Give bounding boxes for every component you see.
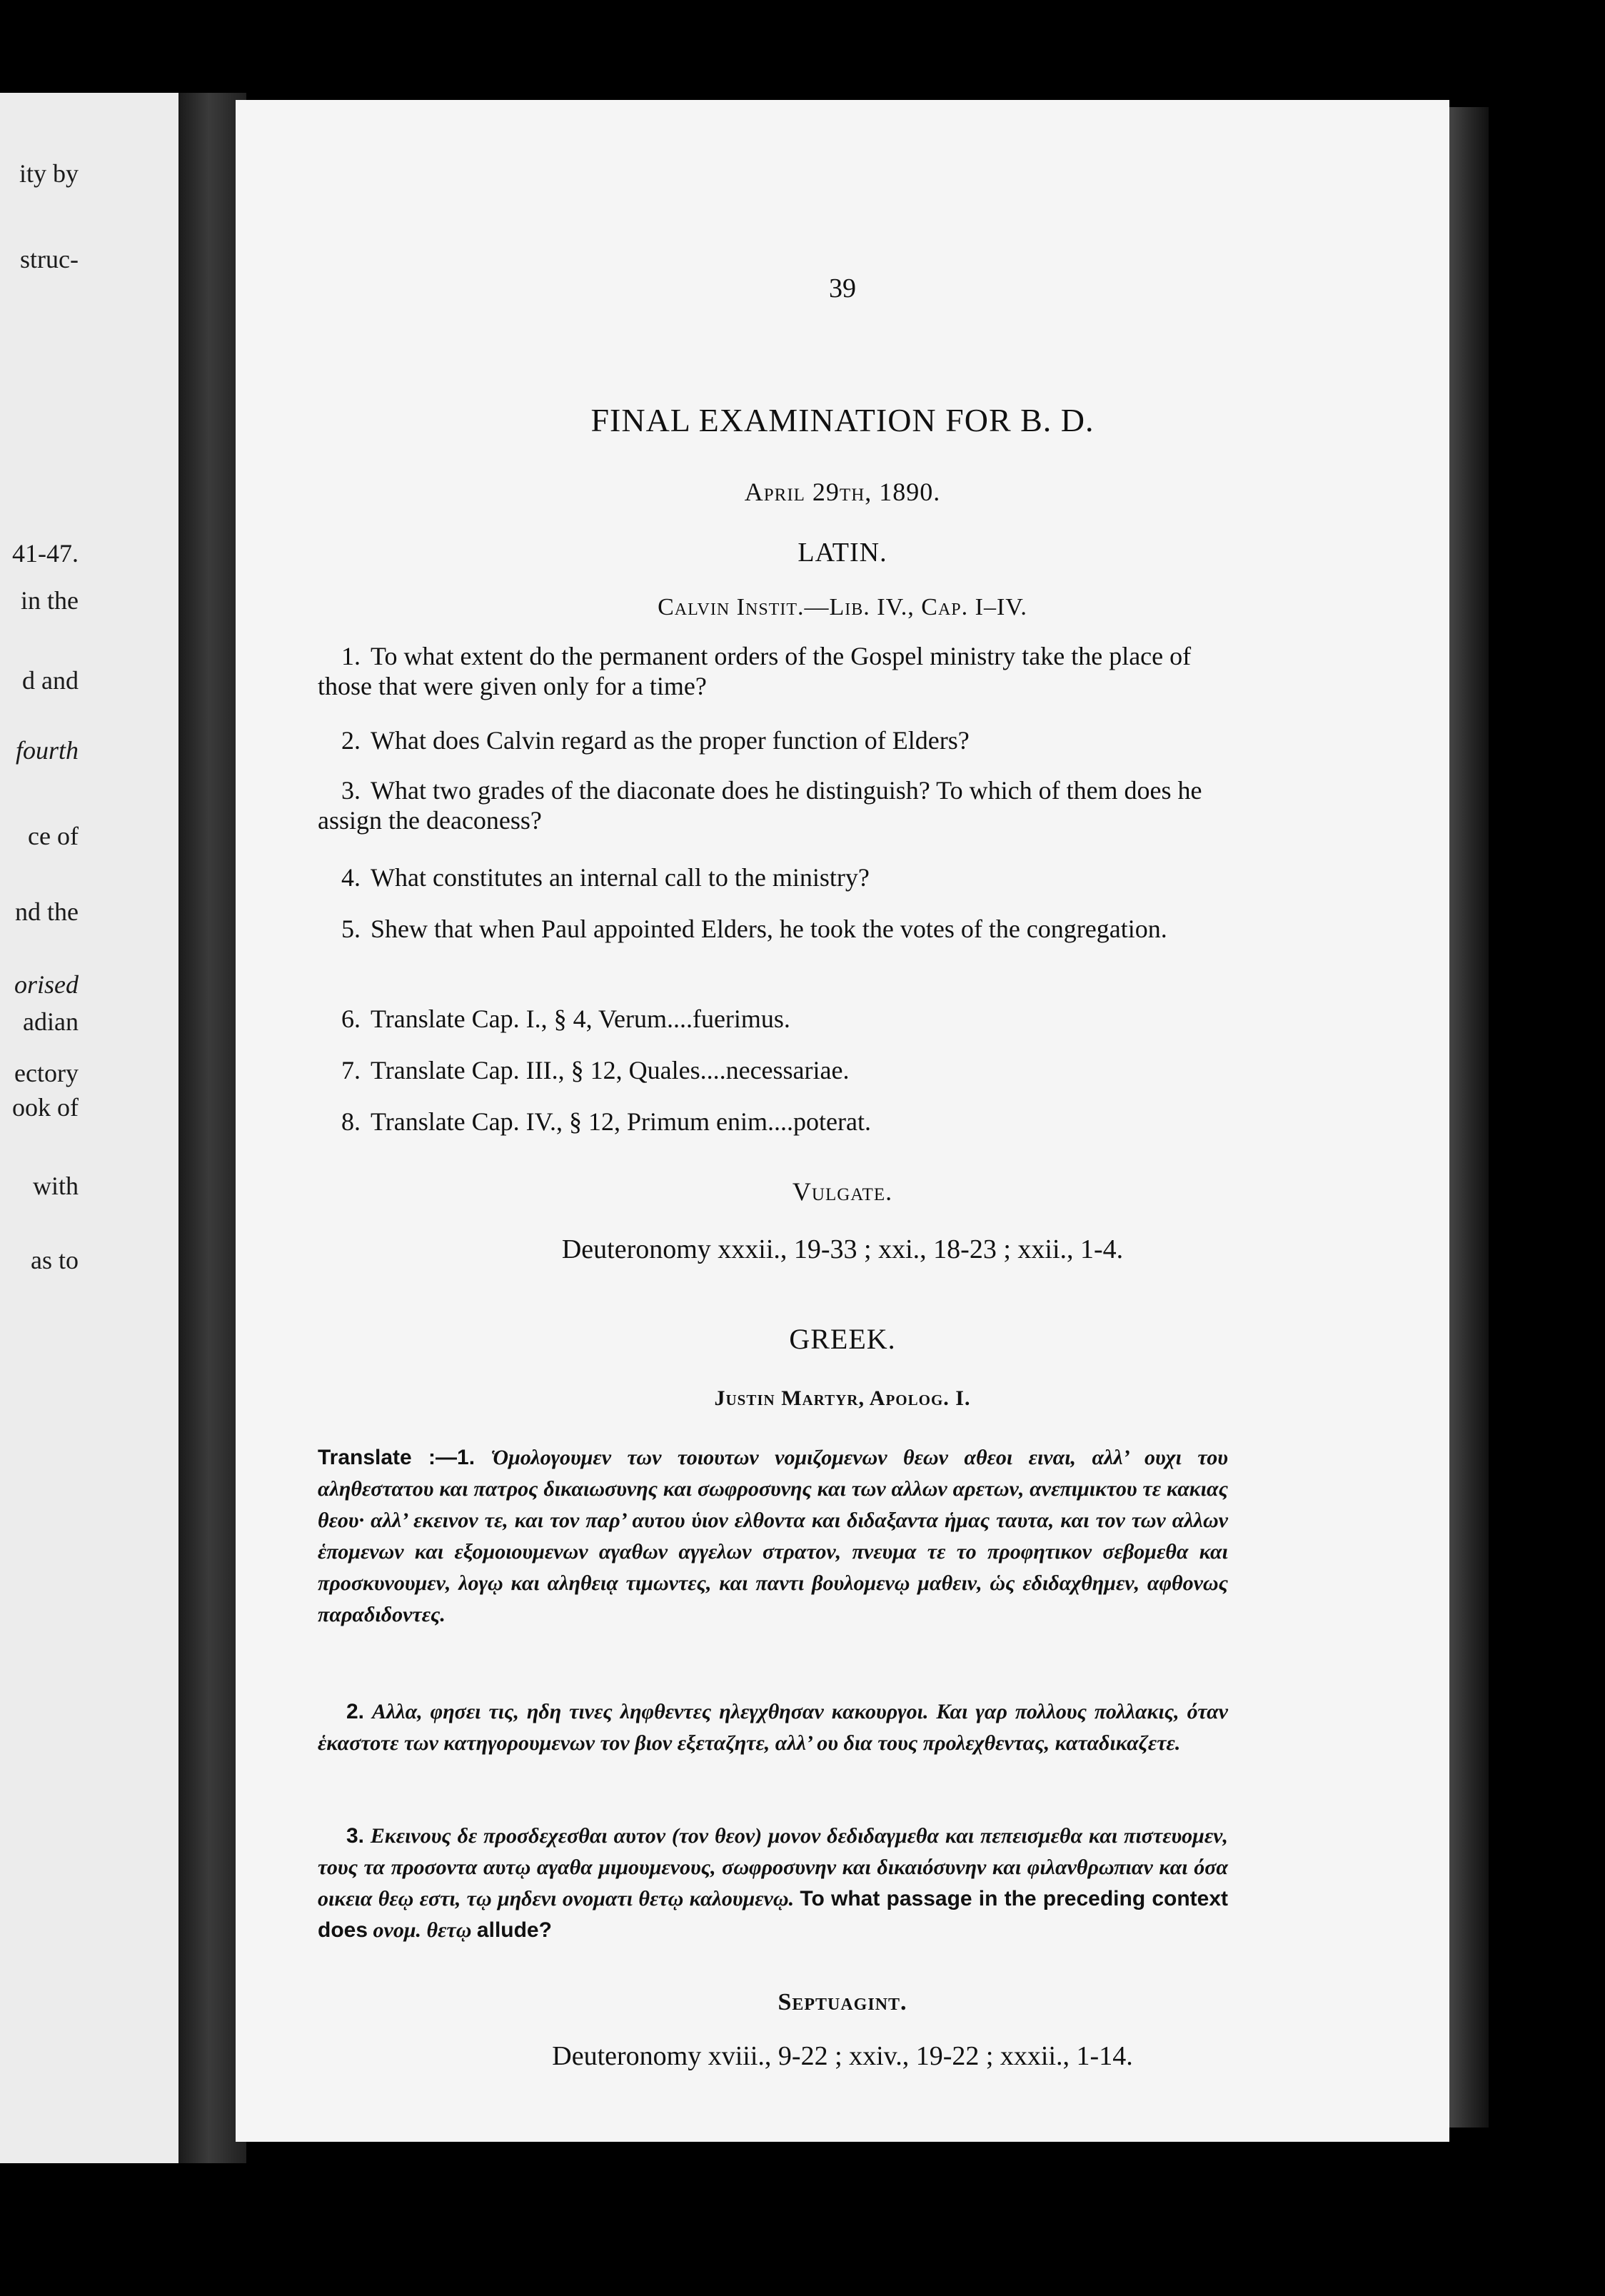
- question-text: Translate Cap. I., § 4, Verum....fuerimus.: [371, 1004, 790, 1033]
- greek-passage-2: [318, 1696, 1228, 1759]
- septuagint-reference: Deuteronomy xviii., 9-22 ; xxiv., 19-22 ; xxxii., 1-14.: [552, 2041, 1133, 2071]
- facing-page-text: as to: [31, 1246, 79, 1274]
- page-number: 39: [829, 273, 856, 303]
- facing-page-text: ity by: [19, 159, 79, 188]
- question-text: What two grades of the diaconate does he distinguish? To which of them does he assign the deaconess?: [318, 776, 1202, 835]
- passage-label: Translate :—1.: [318, 1446, 476, 1469]
- question-text: Translate Cap. III., § 12, Quales....necessariae.: [371, 1056, 850, 1084]
- facing-page-text: in the: [21, 586, 79, 615]
- question-item: [318, 775, 1224, 835]
- question-number: 8.: [341, 1107, 361, 1136]
- question-number: 4.: [341, 863, 361, 892]
- facing-page-text: orised: [14, 970, 79, 999]
- greek-passage-3: [318, 1821, 1228, 1946]
- facing-page-text: d and: [22, 666, 79, 695]
- facing-page-fragment: [0, 93, 178, 2163]
- facing-page-text: 41-47.: [12, 539, 79, 568]
- question-item: [318, 914, 1224, 944]
- facing-page-text: struc-: [20, 245, 79, 273]
- document-page: [236, 100, 1449, 2142]
- question-item: [318, 1055, 1224, 1085]
- question-text: Shew that when Paul appointed Elders, he took the votes of the congregation.: [371, 915, 1167, 943]
- question-text: allude?: [476, 1918, 552, 1942]
- section-heading-greek: GREEK.: [789, 1323, 896, 1355]
- facing-page-text: nd the: [15, 897, 79, 926]
- question-number: 5.: [341, 915, 361, 943]
- question-text: Translate Cap. IV., § 12, Primum enim....poterat.: [371, 1107, 871, 1136]
- facing-page-text: adian: [23, 1007, 79, 1036]
- question-number: 6.: [341, 1004, 361, 1033]
- question-item: [318, 1107, 1224, 1137]
- page-title: FINAL EXAMINATION FOR B. D.: [590, 402, 1095, 438]
- greek-text: ονομ. θετῳ: [373, 1918, 472, 1942]
- question-item: [318, 1004, 1224, 1034]
- greek-text: Αλλα, φησει τις, ηδη τινες ληφθεντες ηλεγχθησαν κακουργοι. Και γαρ πολλους πολλακις, όταν ἑκαστοτε των κατηγορουμενων τον βιον εξεταζητε, αλλ’ ου δια τους προλεχθεντας, καταδικαζετε.: [318, 1700, 1229, 1755]
- question-number: 2.: [341, 726, 361, 755]
- facing-page-text: with: [32, 1172, 79, 1200]
- question-text: To what extent do the permanent orders of the Gospel ministry take the place of those that were given only for a time?: [318, 642, 1192, 700]
- question-number: 3.: [341, 776, 361, 805]
- greek-passage-1: [318, 1442, 1228, 1631]
- section-heading-latin: LATIN.: [798, 538, 887, 568]
- question-item: [318, 725, 1224, 755]
- subheading-calvin: Calvin Instit.—Lib. IV., Cap. I–IV.: [658, 594, 1027, 620]
- question-text: What constitutes an internal call to the ministry?: [371, 863, 870, 892]
- greek-text: Ὁμολογουμεν των τοιουτων νομιζομενων θεων αθεοι ειναι, αλλ’ ουχι του αληθεστατου και πατρος δικαιωσυνης και σωφροσυνης και των αλλων αρετων, ανεπιμικτου τε κακιας θεου· αλλ’ εκεινον τε, και τον παρ’ αυτου ὑιον ελθοντα και διδαξαντα ἡμας ταυτα, και τον των αλλων ἑπομενων και εξομοιουμενων αγαθων αγγελων στρατον, πνευμα τε το προφητικον σεβομεθα και προσκυνουμεν, λογῳ και αληθειᾳ τιμωντες, και παντι βουλομενῳ μαθειν, ὡς εδιδαχθημεν, αφθονως παραδιδοντες.: [318, 1446, 1228, 1626]
- question-item: [318, 641, 1224, 701]
- section-heading-vulgate: Vulgate.: [792, 1177, 893, 1206]
- exam-date: April 29th, 1890.: [744, 478, 941, 506]
- facing-page-text: ectory: [14, 1059, 79, 1087]
- question-item: [318, 862, 1224, 892]
- passage-label: 3.: [346, 1824, 365, 1848]
- question-text: What does Calvin regard as the proper function of Elders?: [371, 726, 970, 755]
- facing-page-text: ce of: [28, 822, 79, 850]
- facing-page-text: ook of: [12, 1093, 79, 1122]
- passage-label: 2.: [346, 1700, 365, 1723]
- question-number: 1.: [341, 642, 361, 670]
- question-number: 7.: [341, 1056, 361, 1084]
- greek-text: Εκεινους δε προσδεχεσθαι αυτον (τον θεον) μονον δεδιδαγμεθα και πεπεισμεθα και πιστευομεν, τους τα προσοντα αυτῳ αγαθα μιμουμενους, σωφροσυνην και δικαιόσυνην και φιλανθρωπιαν και όσα οικεια θεῳ εστι, τῳ μηδενι ονοματι θετῳ καλουμενῳ.: [318, 1824, 1228, 1910]
- facing-page-text: fourth: [15, 736, 79, 765]
- vulgate-reference: Deuteronomy xxxii., 19-33 ; xxi., 18-23 ; xxii., 1-4.: [561, 1234, 1124, 1264]
- question-text: To what passage in the preceding context does: [318, 1887, 1229, 1942]
- section-heading-septuagint: Septuagint.: [778, 1989, 907, 2015]
- subheading-justin: Justin Martyr, Apolog. I.: [714, 1386, 971, 1410]
